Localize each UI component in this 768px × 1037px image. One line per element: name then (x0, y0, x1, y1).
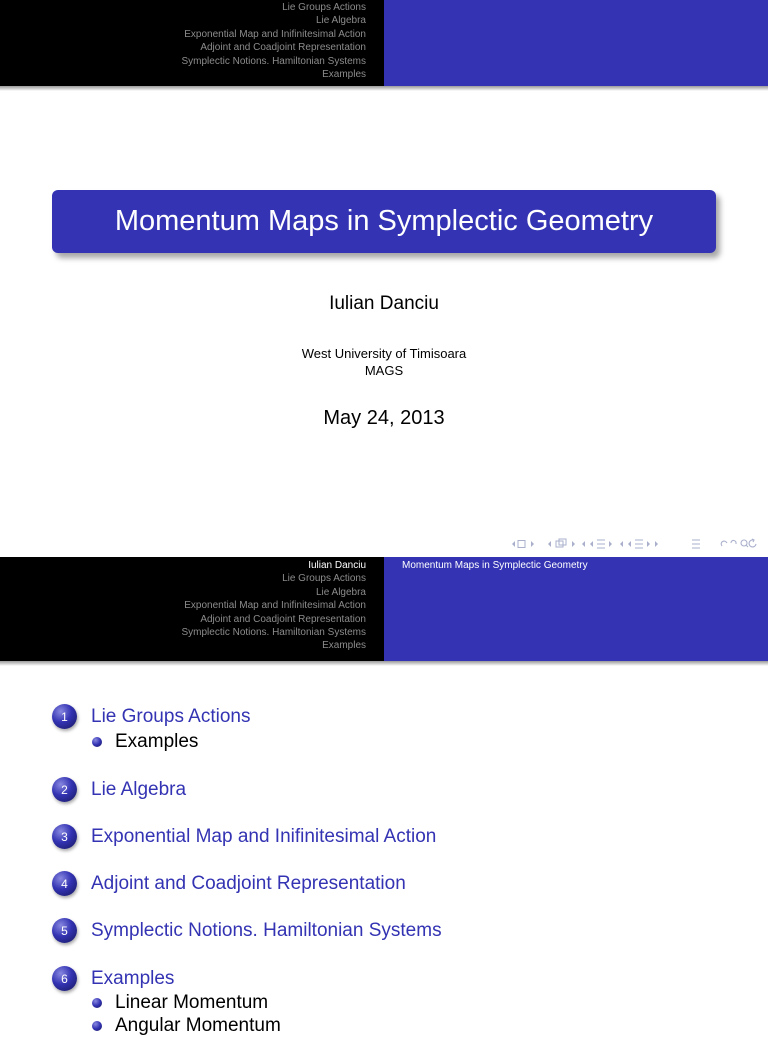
navigation-symbols (510, 536, 760, 552)
headline-section-link[interactable]: Lie Groups Actions (282, 573, 366, 585)
title-box (52, 190, 716, 253)
nav-section-icons[interactable] (582, 540, 612, 548)
headline-author: Iulian Danciu (308, 560, 366, 571)
outline-item-6[interactable] (52, 966, 174, 991)
outline-item-5[interactable] (52, 918, 442, 943)
headline-section-link[interactable]: Lie Algebra (315, 586, 366, 598)
headline-section-link[interactable]: Exponential Map and Inifinitesimal Action (184, 28, 366, 40)
outline-item-3[interactable] (52, 824, 436, 849)
outline-subitem-label: Linear Momentum (115, 992, 269, 1013)
outline-item-1[interactable] (52, 704, 250, 729)
outline-item-2[interactable] (52, 777, 186, 802)
outline-item-label: Lie Algebra (91, 778, 187, 800)
bullet-icon (92, 1021, 102, 1031)
headline-sections (0, 0, 384, 86)
outline-item-label: Lie Groups Actions (91, 705, 251, 727)
outline-item-label: Examples (91, 967, 175, 989)
section-number-badge: 3 (52, 824, 77, 849)
headline-section-link[interactable]: Adjoint and Coadjoint Representation (200, 42, 366, 54)
outline-subitem[interactable] (92, 992, 268, 1014)
nav-frame-icons[interactable] (512, 541, 534, 548)
headline-section-link[interactable]: Exponential Map and Inifinitesimal Action (184, 600, 366, 612)
institute-group: MAGS (364, 363, 404, 378)
headline-title-area (384, 0, 768, 86)
nav-presentation-icons[interactable] (620, 540, 658, 548)
bullet-icon (92, 737, 102, 747)
section-number-badge: 6 (52, 966, 77, 991)
headline-sections (0, 557, 384, 661)
presentation-title: Momentum Maps in Symplectic Geometry (114, 205, 654, 237)
section-number-badge: 4 (52, 871, 77, 896)
headline-shadow (0, 86, 768, 91)
headline-section-link[interactable]: Lie Algebra (315, 15, 366, 27)
outline-subitem-label: Examples (115, 731, 199, 752)
author-name: Iulian Danciu (329, 293, 439, 314)
outline-subitem-label: Angular Momentum (115, 1015, 281, 1036)
outline-item-label: Adjoint and Coadjoint Representation (91, 872, 406, 894)
outline-item-label: Exponential Map and Inifinitesimal Action (91, 825, 437, 847)
nav-appendix-icon[interactable] (692, 540, 700, 548)
section-number-badge: 5 (52, 918, 77, 943)
outline-subitem[interactable] (92, 1015, 281, 1037)
headline-section-link[interactable]: Symplectic Notions. Hamiltonian Systems (181, 627, 366, 639)
headline-section-link[interactable]: Examples (322, 640, 366, 652)
outline-item-label: Symplectic Notions. Hamiltonian Systems (91, 919, 442, 941)
headline-shadow (0, 661, 768, 666)
outline-item-4[interactable] (52, 871, 406, 896)
headline-section-link[interactable]: Symplectic Notions. Hamiltonian Systems (181, 55, 366, 67)
nav-search-icons[interactable] (721, 539, 756, 547)
outline-subitem[interactable] (92, 731, 198, 753)
slide1-headline (0, 0, 768, 86)
slide2-headline (0, 557, 768, 661)
institute-name: West University of Timisoara (301, 346, 467, 361)
presentation-date: May 24, 2013 (323, 407, 445, 429)
headline-section-link[interactable]: Lie Groups Actions (282, 2, 366, 13)
headline-section-link[interactable]: Adjoint and Coadjoint Representation (200, 613, 366, 625)
headline-section-link[interactable]: Examples (322, 69, 366, 81)
section-number-badge: 2 (52, 777, 77, 802)
headline-title: Momentum Maps in Symplectic Geometry (384, 557, 768, 661)
bullet-icon (92, 998, 102, 1008)
nav-subsection-icons[interactable] (548, 539, 575, 547)
section-number-badge: 1 (52, 704, 77, 729)
